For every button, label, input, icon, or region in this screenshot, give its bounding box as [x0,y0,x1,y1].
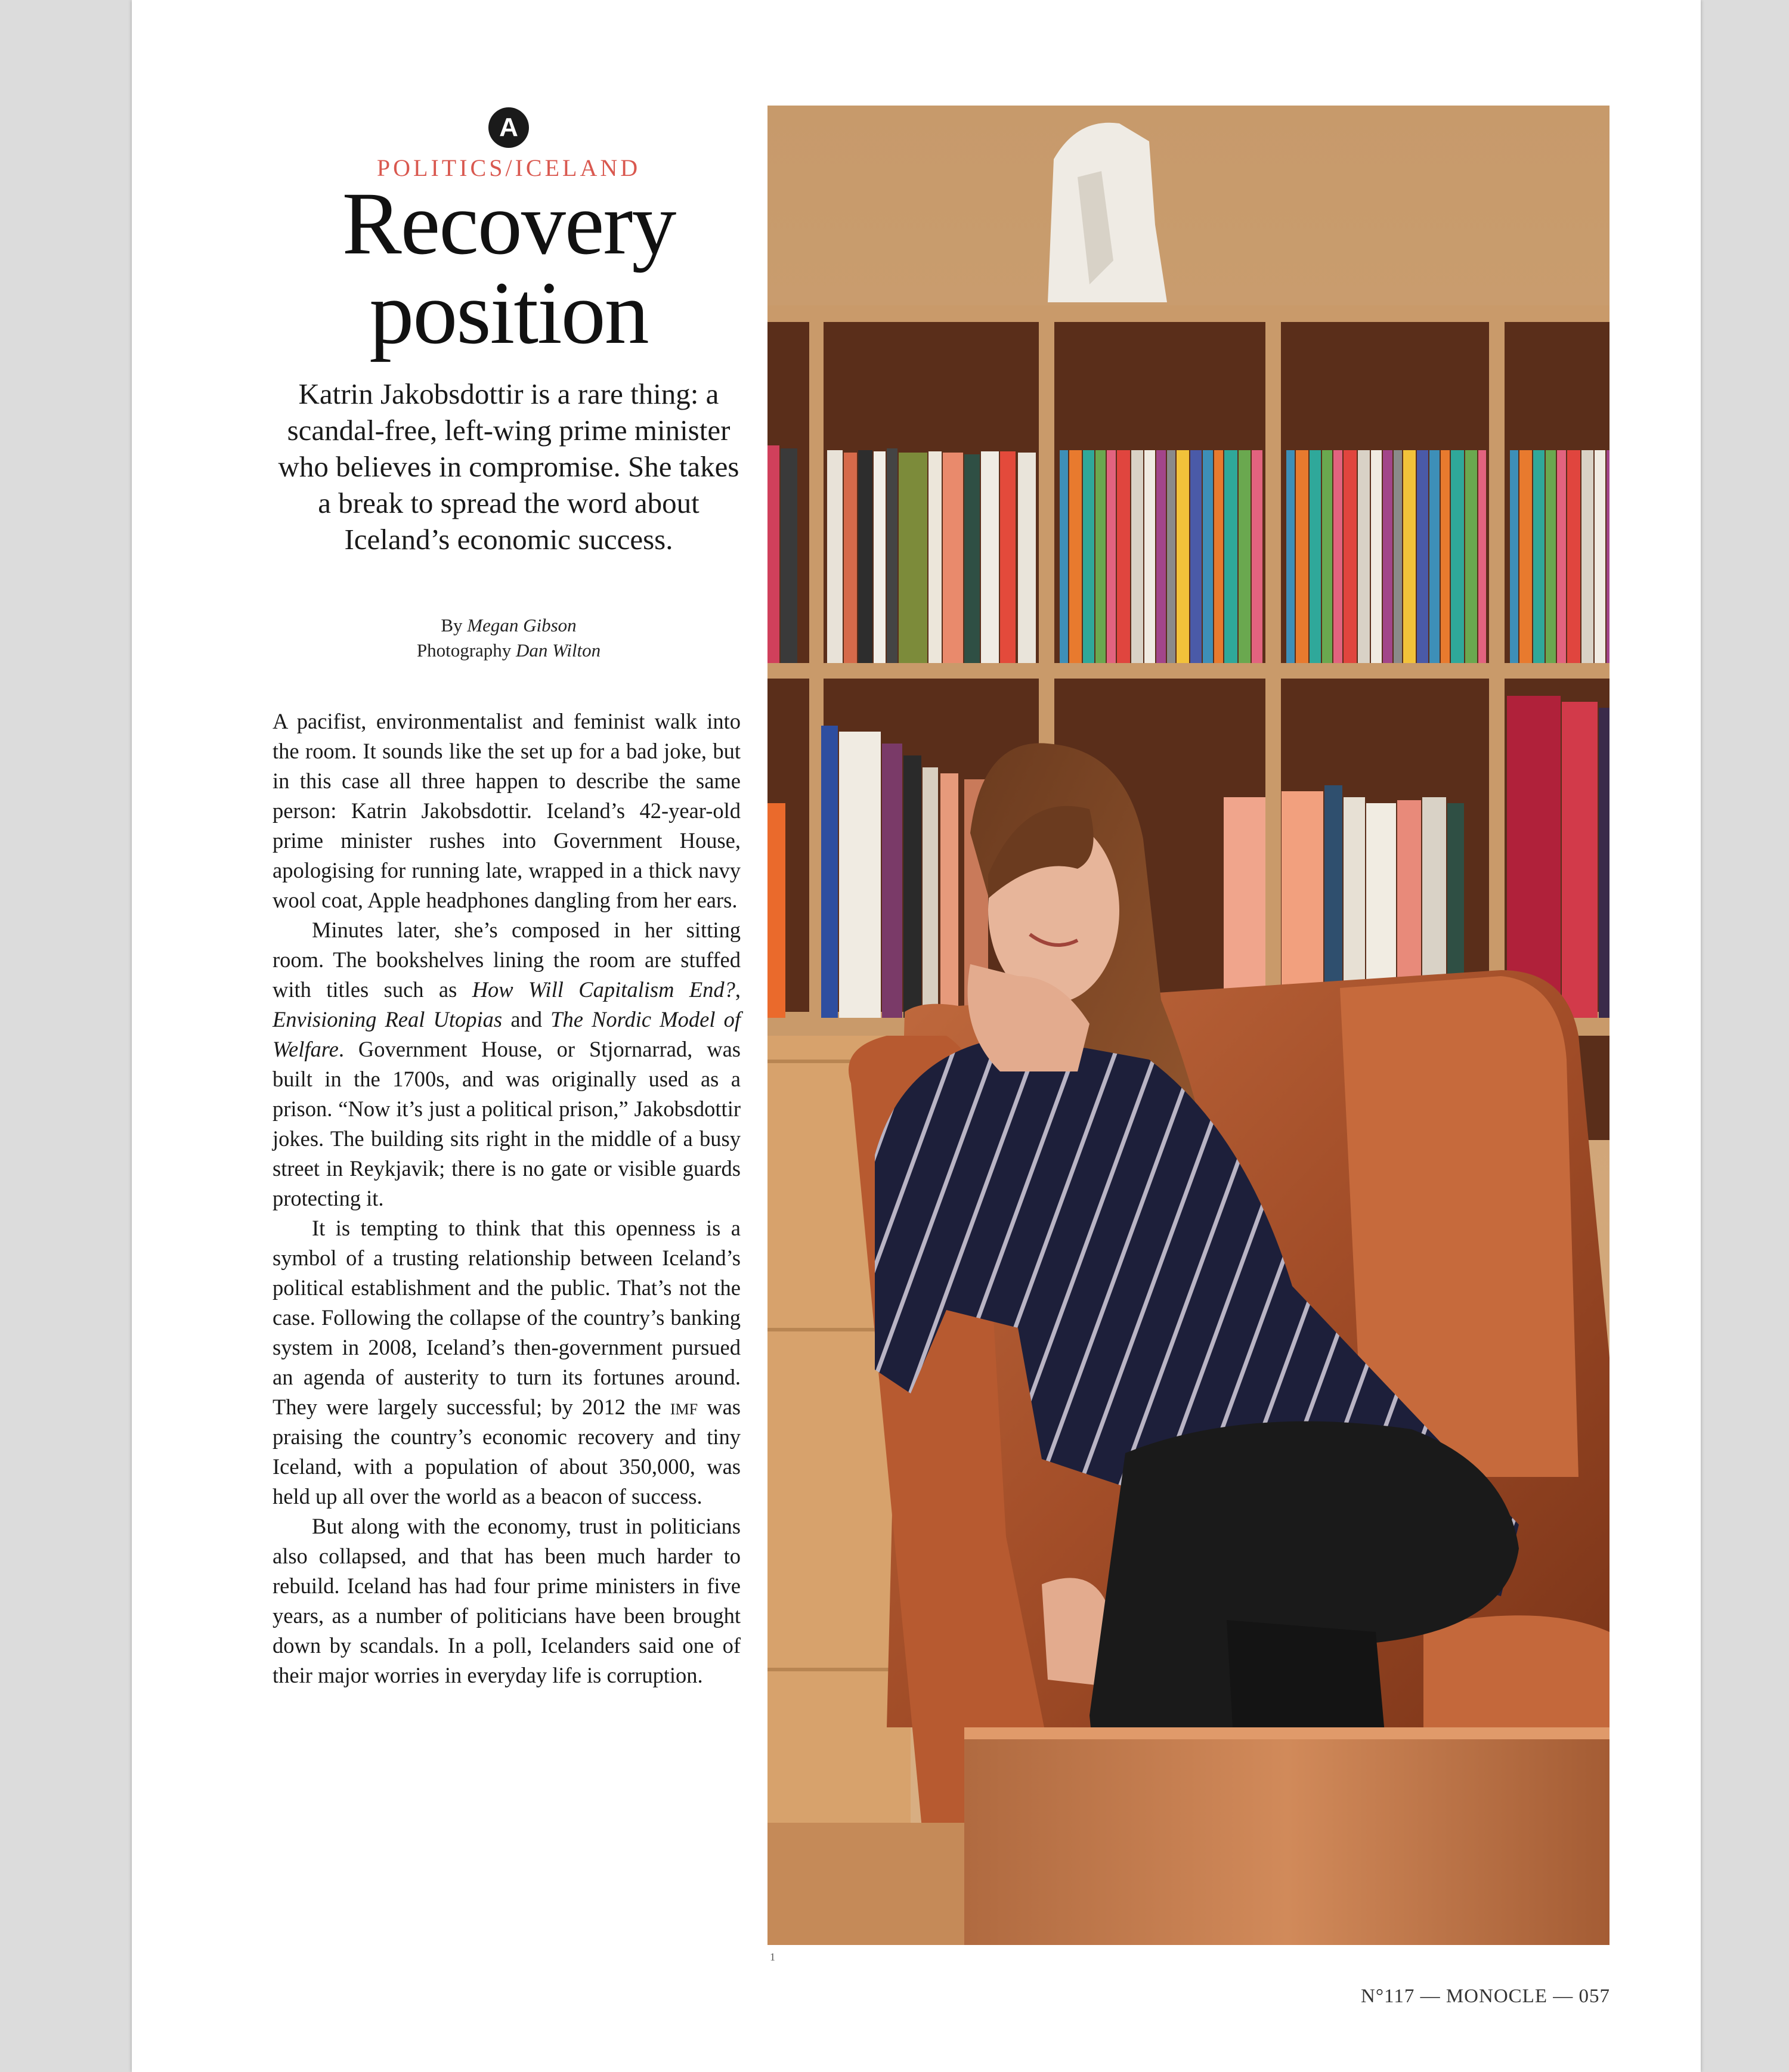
paragraph-2-text-b: . Government House, or Stjornarrad, was built in the 1700s, and was originally used as a prison. “Now it’s just a political prison,” Jakobsdottir jokes. The building sits right in the middle of a busy street in Reykjavik; there is no gate or visible guards protecting it. [273,1037,741,1210]
paragraph-2-text-a: Minutes later, she’s composed in her sitting room. The bookshelves lining the room are stuffed with titles such as [273,918,741,1002]
photo-credit [311,638,707,663]
paragraph-1: A pacifist, environmentalist and feminist walk into the room. It sounds like the set up for a bad joke, but in this case all three happen to describe the same person: Katrin Jakobsdottir. Iceland’s 42-year-old prime minister rushes into Government House, apologising for running late, wrapped in a thick navy wool coat, Apple headphones dangling from her ears. [273,709,741,912]
paragraph-3-text-a: It is tempting to think that this openness is a symbol of a trusting relationship between Iceland’s political establishment and the public. That’s not the case. Following the collapse of the country’s banking system in 2008, Iceland’s then-government pursued an agenda of austerity to turn its fortunes around. They were largely successful; by 2012 the [273,1216,741,1419]
byline-prefix: By [441,615,463,636]
book-title-1: How Will Capitalism End? [472,977,735,1002]
book-title-3: The Nordic Model of Welfare [273,1007,741,1061]
section-badge-icon [488,107,529,148]
photo-credit-name: Dan Wilton [516,640,601,661]
credits [311,613,707,663]
magazine-page [132,0,1701,2072]
paragraph-2-and: and [510,1007,543,1032]
portrait-photo [767,106,1610,1945]
coffee-table [964,1727,1610,1945]
imf-abbr: imf [670,1395,698,1419]
headline-line-1: Recovery [342,174,676,273]
page-folio: N°117 — MONOCLE — 057 [1361,1986,1610,2007]
sculpture [1048,123,1167,302]
paragraph-4: But along with the economy, trust in politicians also collapsed, and that has been much harder to rebuild. Iceland has had four prime ministers in five years, as a number of politicians have been brought down by scandals. In a poll, Icelanders said one of their major worries in everyday life is corruption. [273,1514,741,1687]
book-title-2: Envisioning Real Utopias [273,1007,503,1032]
byline-author: Megan Gibson [467,615,577,636]
standfirst: Katrin Jakobsdottir is a rare thing: a scandal-free, left-wing prime minister who believes in compromise. She takes a break to spread the word about Iceland’s economic success. [278,377,739,556]
section-kicker: POLITICS/ICELAND [376,154,641,181]
article-body [273,707,741,1690]
paragraph-2-sep: , [735,977,741,1002]
byline [311,613,707,638]
headline-line-2: position [369,264,648,363]
paragraph-2 [273,915,741,1213]
section-badge-letter: A [499,113,518,142]
photo-caption-number: 1 [770,1951,775,1963]
headline [221,174,796,363]
books-row-1-colorful [1060,450,1610,663]
paragraph-3 [273,1213,741,1512]
paragraph-3-text-b: was praising the country’s economic recovery and tiny Iceland, with a population of about 350,000, was held up all over the world as a beacon of success. [273,1395,741,1509]
photo-credit-prefix: Photography [416,640,512,661]
